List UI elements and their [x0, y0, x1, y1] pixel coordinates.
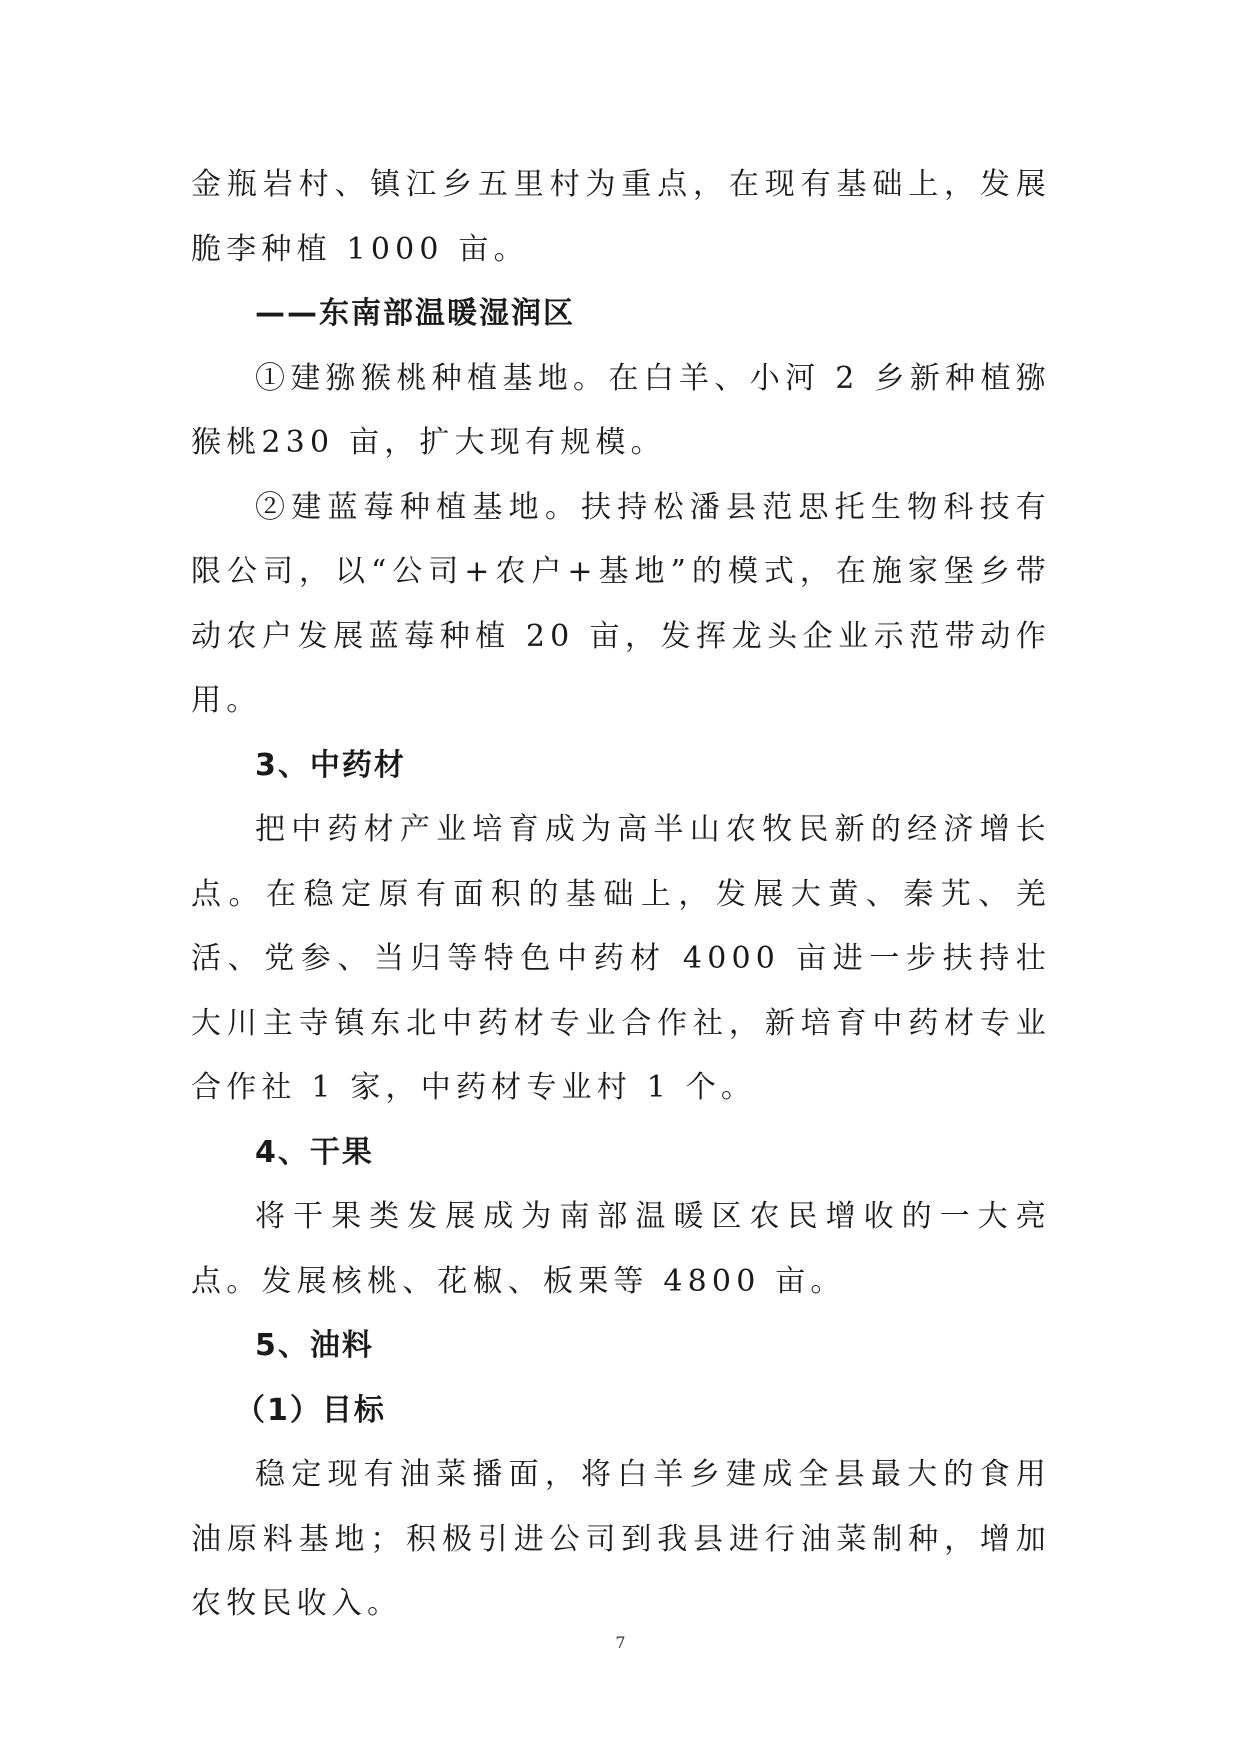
heading-southeast-region: ——东南部温暖湿润区 — [255, 296, 575, 331]
document-body — [191, 153, 1051, 1637]
heading-chinese-herbs: 3、中药材 — [255, 747, 406, 783]
paragraph-chinese-herbs: 把中药材产业培育成为高半山农牧民新的经济增长点。在稳定原有面积的基础上，发展大黄、秦艽、羌活、党参、当归等特色中药材 4000 亩进一步扶持壮大川主寺镇东北中药材专业合作社，新培育中药材专业合作社 1 家，中药材专业村 1 个。 — [191, 812, 1051, 1105]
paragraph-dried-fruit: 将干果类发展成为南部温暖区农民增收的一大亮点。发展核桃、花椒、板栗等 4800 亩。 — [191, 1199, 1051, 1299]
subheading-target: （1）目标 — [235, 1392, 386, 1428]
heading-oil-crops: 5、油料 — [255, 1328, 374, 1363]
heading-dried-fruit: 4、干果 — [255, 1134, 374, 1170]
paragraph-brittle-plum: 金瓶岩村、镇江乡五里村为重点，在现有基础上，发展脆李种植 1000 亩。 — [191, 167, 1051, 267]
paragraph-blueberry-base: ②建蓝莓种植基地。扶持松潘县范思托生物科技有限公司，以“公司+农户+基地”的模式，在施家堡乡带动农户发展蓝莓种植 20 亩，发挥龙头企业示范带动作用。 — [191, 489, 1051, 718]
paragraph-kiwifruit-base: ①建猕猴桃种植基地。在白羊、小河 2 乡新种植猕猴桃230 亩，扩大现有规模。 — [191, 360, 1051, 460]
page-number: 7 — [615, 1633, 626, 1652]
paragraph-oil-crops-target: 稳定现有油菜播面，将白羊乡建成全县最大的食用油原料基地；积极引进公司到我县进行油菜制种，增加农牧民收入。 — [191, 1457, 1051, 1621]
